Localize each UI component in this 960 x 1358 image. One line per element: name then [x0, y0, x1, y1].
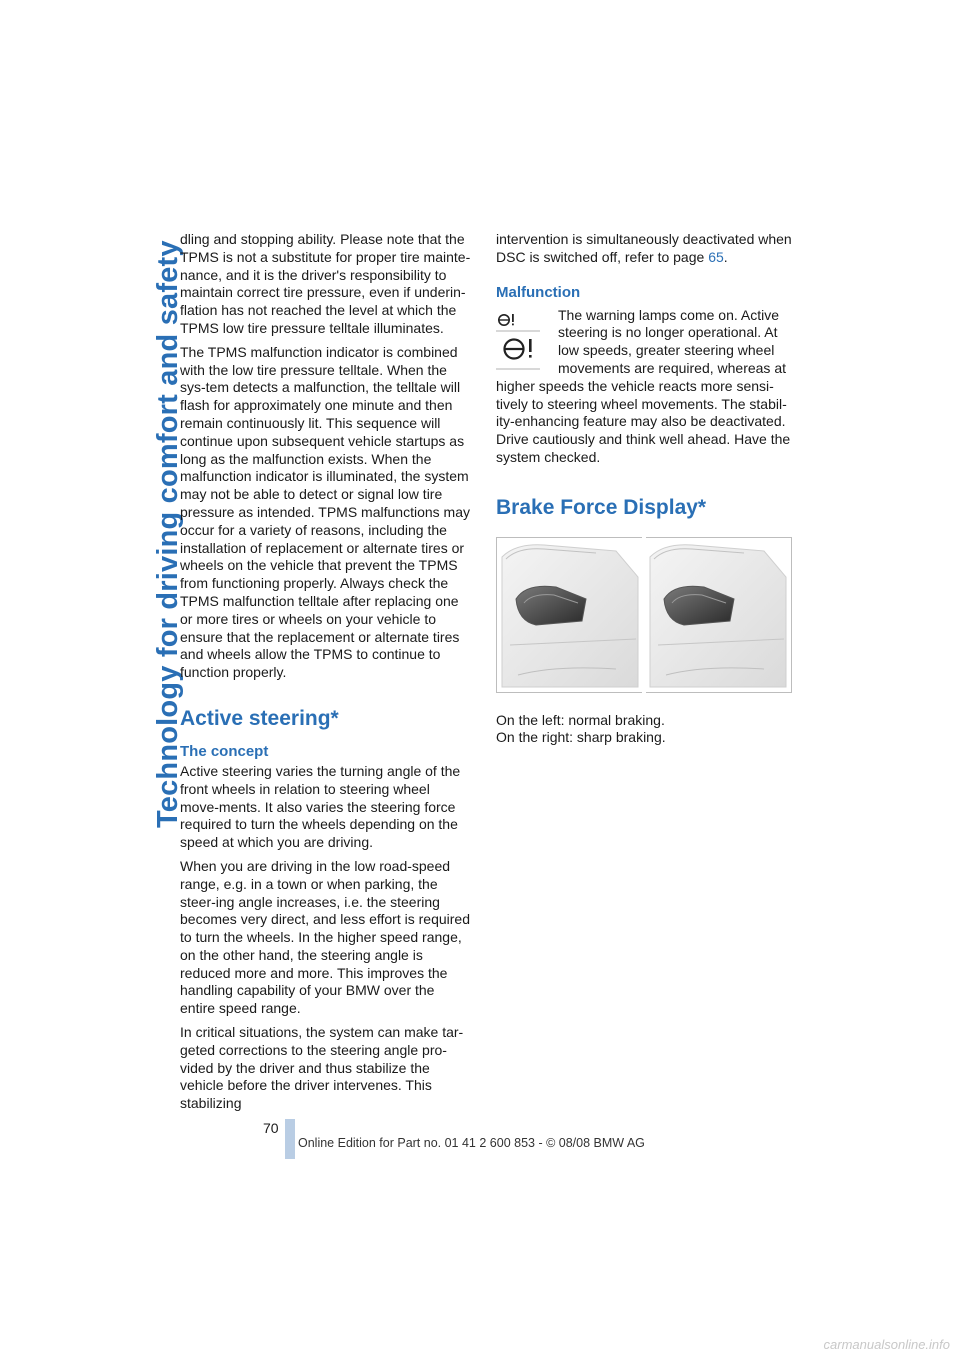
dsc-text: intervention is simultaneously deactivated when DSC is switched off, refer to page — [496, 231, 792, 265]
left-column — [180, 231, 472, 1119]
heading-brake-force-display: Brake Force Display* — [496, 495, 707, 519]
malfunction-indented-text: The warning lamps come on. Active steering is no longer operational. At low speeds, greater steering wheel movements are required, whereas at — [558, 306, 786, 376]
paragraph-concept-3: In critical situations, the system can make tar-geted corrections to the steering angle pro-vided by the driver and thus stabilize the vehicle before the driver intervenes. This stabilizing — [180, 1024, 464, 1112]
steering-warning-icon — [496, 311, 540, 373]
paragraph-tpms-substitute: dling and stopping ability. Please note that the TPMS is not a substitute for proper tire mainte-nance, and it is the driver's responsibility to maintain correct tire pressure, even if underin-flation has not reached the level at which the TPMS low tire pressure telltale illuminates. — [180, 231, 471, 336]
page-reference-link[interactable]: 65 — [708, 248, 724, 265]
footer-edition-text: Online Edition for Part no. 01 41 2 600 853 - © 08/08 BMW AG — [298, 1136, 645, 1150]
brake-force-display-figure — [496, 537, 792, 693]
paragraph-concept-1: Active steering varies the turning angle of the front wheels in relation to steering wheel move-ments. It also varies the steering force required to turn the wheels depending on the speed at which you are driving. — [180, 762, 461, 851]
caption-normal-braking: On the left: normal braking. — [496, 711, 665, 728]
paragraph-concept-2: When you are driving in the low road-speed range, e.g. in a town or when parking, the steer-ing angle increases, i.e. the steering becomes very direct, and less effort is required to turn the wheels. In the higher speed range, on the other hand, the steering angle is reduced more and more. This improves the handling capability of your BMW over the entire speed range. — [180, 857, 470, 1017]
paragraph-tpms-malfunction: The TPMS malfunction indicator is combined with the low tire pressure telltale. When the sys-tem detects a malfunction, the telltale will flash for approximately one minute and then remain continuously lit. This sequence will continue upon subsequent vehicle startups as long as the malfunction exists. When the malfunction indicator is illuminated, the system may not be able to detect or signal low tire pressure as intended. TPMS malfunctions may occur for a variety of reasons, including the installation of replacement or alternate tires or wheels on the vehicle that prevent the TPMS from functioning properly. Always check the TPMS malfunction telltale after replacing one or more tires or wheels on your vehicle to ensure that the replacement or alternate tires and wheels allow the TPMS to continue to function properly. — [180, 343, 470, 681]
heading-malfunction: Malfunction — [496, 283, 581, 301]
right-column — [496, 231, 792, 747]
watermark-text: carmanualsonline.info — [823, 1337, 950, 1352]
page-number: 70 — [263, 1120, 279, 1136]
heading-active-steering: Active steering* — [180, 706, 339, 730]
dsc-text-end: . — [723, 248, 728, 265]
malfunction-block — [496, 307, 792, 467]
section-side-title — [102, 230, 184, 830]
car-rear-sharp-braking — [650, 545, 786, 687]
footer-accent-bar — [285, 1119, 295, 1159]
paragraph-dsc-intervention — [496, 231, 792, 267]
heading-the-concept: The concept — [180, 742, 269, 760]
paragraph-malfunction-rest: higher speeds the vehicle reacts more sensi-tively to steering wheel movements. The stabil-ity-enhancing feature may also be deactivated. Drive cautiously and think well ahead. Have the system checked. — [496, 377, 791, 465]
caption-sharp-braking: On the right: sharp braking. — [496, 729, 666, 746]
car-rear-normal-braking — [502, 545, 638, 687]
side-title-text: Technology for driving comfort and safety — [152, 240, 184, 828]
